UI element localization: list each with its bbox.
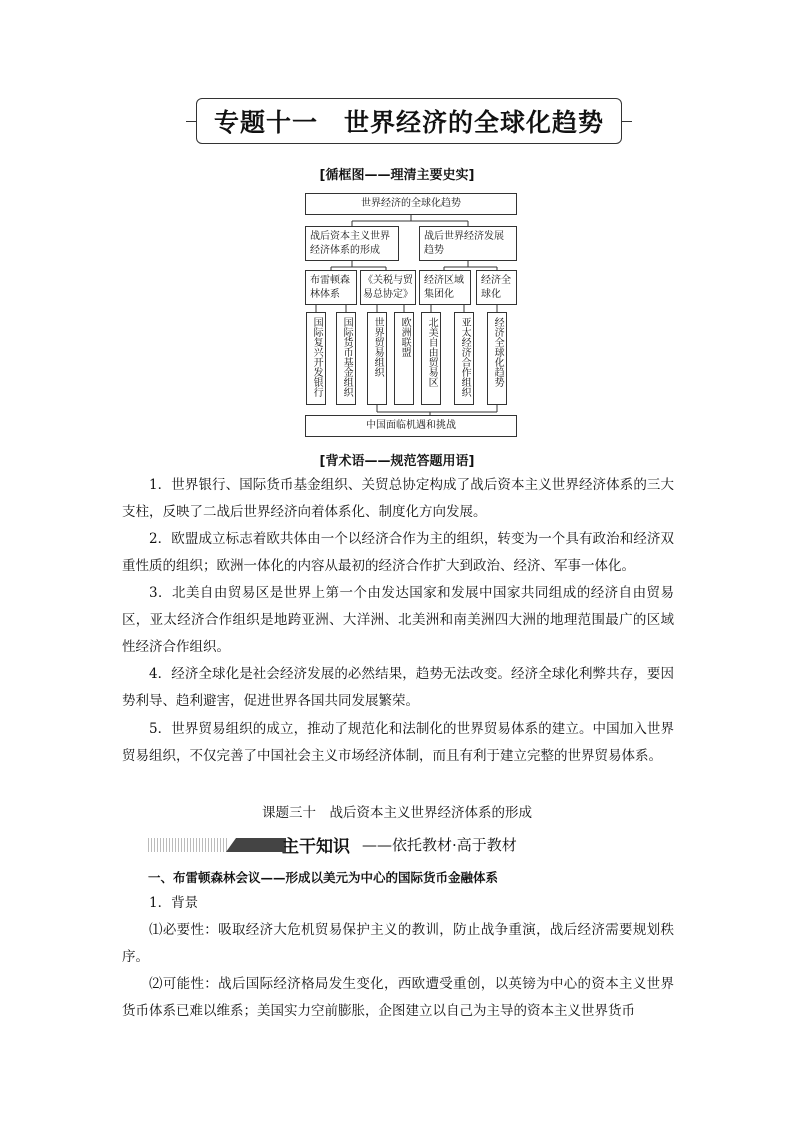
- subheading-background: 1．背景: [149, 895, 199, 911]
- point-4: 4．经济全球化是社会经济发展的必然结果，趋势无法改变。经济全球化利弊共存，要因势利导、趋利避害，促进世界各国共同发展繁荣。: [122, 666, 674, 709]
- terms-label: [背术语——规范答题用语]: [319, 454, 475, 469]
- banner-dark-decoration: [226, 838, 286, 852]
- point-1: 1．世界银行、国际货币基金组织、关贸总协定构成了战后资本主义世界经济体系的三大支柱，反映了二战后世界经济向着体系化、制度化方向发展。: [122, 477, 674, 520]
- diagram-mid-globalization: 经济全球化: [476, 270, 517, 305]
- item-necessity: ⑴必要性：吸取经济大危机贸易保护主义的教训，防止战争重演，战后经济需要规划秩序。: [122, 922, 674, 965]
- page-title: 专题十一 世界经济的全球化趋势: [196, 98, 622, 144]
- diagram-leaf-imf: [336, 312, 356, 405]
- leaf-label: 经济全球化趋势: [492, 317, 504, 387]
- item-possibility: ⑵可能性：战后国际经济格局发生变化，西欧遭受重创，以英镑为中心的资本主义世界货币体系已难以维系；美国实力空前膨胀，企图建立以自己为主导的资本主义世界货币: [122, 976, 674, 1019]
- diagram-leaf-nafta: [421, 312, 441, 405]
- banner-subtitle: ——依托教材·高于教材: [362, 836, 517, 854]
- title-banner: [186, 96, 632, 146]
- leaf-label: 北美自由贸易区: [426, 317, 438, 387]
- banner-title: 主干知识: [282, 837, 350, 857]
- leaf-label: 欧洲联盟: [399, 317, 411, 357]
- leaf-label: 国际复兴开发银行: [311, 317, 323, 397]
- diagram-leaf-eu: [394, 312, 414, 405]
- framework-label: [循框图——理清主要史实]: [319, 168, 475, 183]
- diagram-leaf-wto: [367, 312, 387, 405]
- diagram-leaf-apec: [454, 312, 474, 405]
- diagram-mid-bretton-woods: 布雷顿森林体系: [305, 270, 357, 305]
- point-3: 3．北美自由贸易区是世界上第一个由发达国家和发展中国家共同组成的经济自由贸易区，亚太经济合作组织是地跨亚洲、大洋洲、北美洲和南美洲四大洲的地理范围最广的区域性经济合作组织。: [122, 585, 674, 655]
- banner-hatch-decoration: [148, 838, 228, 852]
- diagram-right-branch: 战后世界经济发展趋势: [419, 226, 517, 261]
- leaf-label: 国际货币基金组织: [341, 317, 353, 397]
- diagram-bottom-box: 中国面临机遇和挑战: [305, 415, 517, 437]
- leaf-label: 世界贸易组织: [372, 317, 384, 377]
- diagram-mid-regional: 经济区域集团化: [419, 270, 471, 305]
- diagram-left-branch: 战后资本主义世界经济体系的形成: [305, 226, 399, 261]
- leaf-label: 亚太经济合作组织: [459, 317, 471, 397]
- lesson-title: 课题三十 战后资本主义世界经济体系的形成: [262, 805, 532, 821]
- point-2: 2．欧盟成立标志着欧共体由一个以经济合作为主的组织，转变为一个具有政治和经济双重性质的组织；欧洲一体化的内容从最初的经济合作扩大到政治、经济、军事一体化。: [122, 531, 674, 574]
- main-knowledge-banner: [148, 834, 568, 856]
- section-heading-1: 一、布雷顿森林会议——形成以美元为中心的国际货币金融体系: [148, 870, 499, 885]
- diagram-leaf-globalization-trend: [487, 312, 507, 405]
- diagram-mid-gatt: 《关税与贸易总协定》: [360, 270, 416, 305]
- diagram-top-box: 世界经济的全球化趋势: [305, 193, 517, 215]
- diagram-leaf-ibrd: [306, 312, 326, 405]
- point-5: 5．世界贸易组织的成立，推动了规范化和法制化的世界贸易体系的建立。中国加入世界贸易组织，不仅完善了中国社会主义市场经济体制，而且有利于建立完整的世界贸易体系。: [122, 721, 674, 764]
